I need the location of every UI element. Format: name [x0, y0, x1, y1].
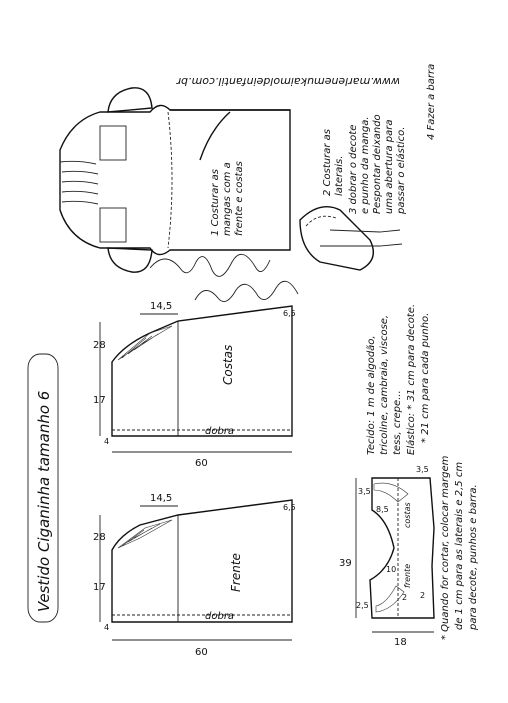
sleeve-label-bottom: frente — [403, 563, 412, 588]
front-measure-28: 28 — [93, 532, 106, 543]
step2-text — [322, 129, 345, 196]
seam-line-2: de 1 cm para as laterais e 2,5 cm — [454, 461, 465, 630]
front-measure-neck: 14,5 — [150, 493, 173, 504]
front-measure-60: 60 — [195, 647, 208, 658]
step3-line-5: passar o elástico. — [396, 126, 407, 214]
front-piece — [93, 493, 296, 658]
sleeve-piece — [339, 465, 434, 648]
sleeve-measure-height: 39 — [339, 558, 352, 569]
step1-text — [210, 161, 245, 236]
back-piece-label: Costas — [221, 344, 235, 385]
seam-line-1: * Quando for cortar, colocar margem — [440, 455, 451, 640]
step4-text — [426, 64, 437, 140]
fabric-line-3: tess, crepe... — [392, 390, 403, 455]
page-title: Vestido Ciganinha tamanho 6 — [35, 390, 53, 612]
elastic-line-2: * 21 cm para cada punho. — [420, 312, 431, 443]
website-text: www.marlenemukaimoldeinfantil.com.br — [176, 75, 400, 88]
fabric-line-2: tricoline, cambraia, viscose, — [379, 314, 390, 455]
sleeve-measure-m1: 3,5 — [416, 465, 429, 474]
step3-line-3: Pespontar deixando — [372, 114, 383, 214]
front-measure-hem: 4 — [104, 623, 110, 632]
back-measure-hem: 4 — [104, 437, 110, 446]
sleeve-measure-m5: 2 — [402, 593, 408, 602]
back-measure-side: 6,5 — [283, 309, 296, 318]
back-outline — [112, 306, 292, 436]
fabric-notes — [366, 304, 431, 455]
sleeve-measure-m3: 8,5 — [376, 505, 389, 514]
sleeve-measure-m7: 2 — [420, 591, 426, 600]
step1-line-2: mangas com a — [222, 162, 233, 236]
fabric-line-1: Tecido: 1 m de algodão, — [366, 335, 377, 455]
step2-line-2: laterais. — [334, 155, 345, 196]
back-measure-17: 17 — [93, 395, 106, 406]
sleeve-measure-m4: 2,5 — [356, 601, 369, 610]
step3-line-1: 3 dobrar o decote — [348, 124, 359, 214]
website-group — [175, 75, 400, 88]
back-measure-60: 60 — [195, 458, 208, 469]
step1-line-3: frente e costas — [234, 161, 245, 236]
title-group — [28, 354, 58, 622]
back-measure-28: 28 — [93, 340, 106, 351]
sleeve-measure-m2: 3,5 — [358, 487, 371, 496]
step3-line-4: uma abertura para — [384, 119, 395, 214]
sleeve-measure-width: 18 — [394, 637, 407, 648]
sleeve-measure-m6: 10 — [386, 565, 397, 574]
seam-line-3: para decote, punhos e barra. — [468, 484, 479, 630]
back-measure-neck: 14,5 — [150, 301, 173, 312]
step1-line-1: 1 Costurar as — [210, 169, 221, 236]
sleeve-detail-icon — [300, 207, 402, 270]
seam-notes — [440, 455, 479, 640]
dress-illustration-icon — [60, 88, 290, 272]
step3-line-2: e punho da manga. — [360, 116, 371, 214]
step4-line-1: 4 Fazer a barra — [426, 63, 437, 140]
front-fold-label: dobra — [205, 611, 235, 622]
sleeve-label-top: costas — [403, 502, 412, 528]
back-piece — [93, 301, 296, 469]
front-measure-17: 17 — [93, 582, 106, 593]
front-piece-label: Frente — [229, 553, 243, 592]
signature-icon — [150, 254, 298, 301]
step3-text — [348, 114, 407, 215]
back-facing-hatch — [118, 326, 172, 360]
front-outline — [112, 500, 292, 622]
back-fold-label: dobra — [205, 426, 235, 437]
elastic-line-1: Elástico: * 31 cm para decote. — [406, 303, 417, 455]
front-measure-side: 6,5 — [283, 503, 296, 512]
step2-line-1: 2 Costurar as — [322, 129, 333, 196]
